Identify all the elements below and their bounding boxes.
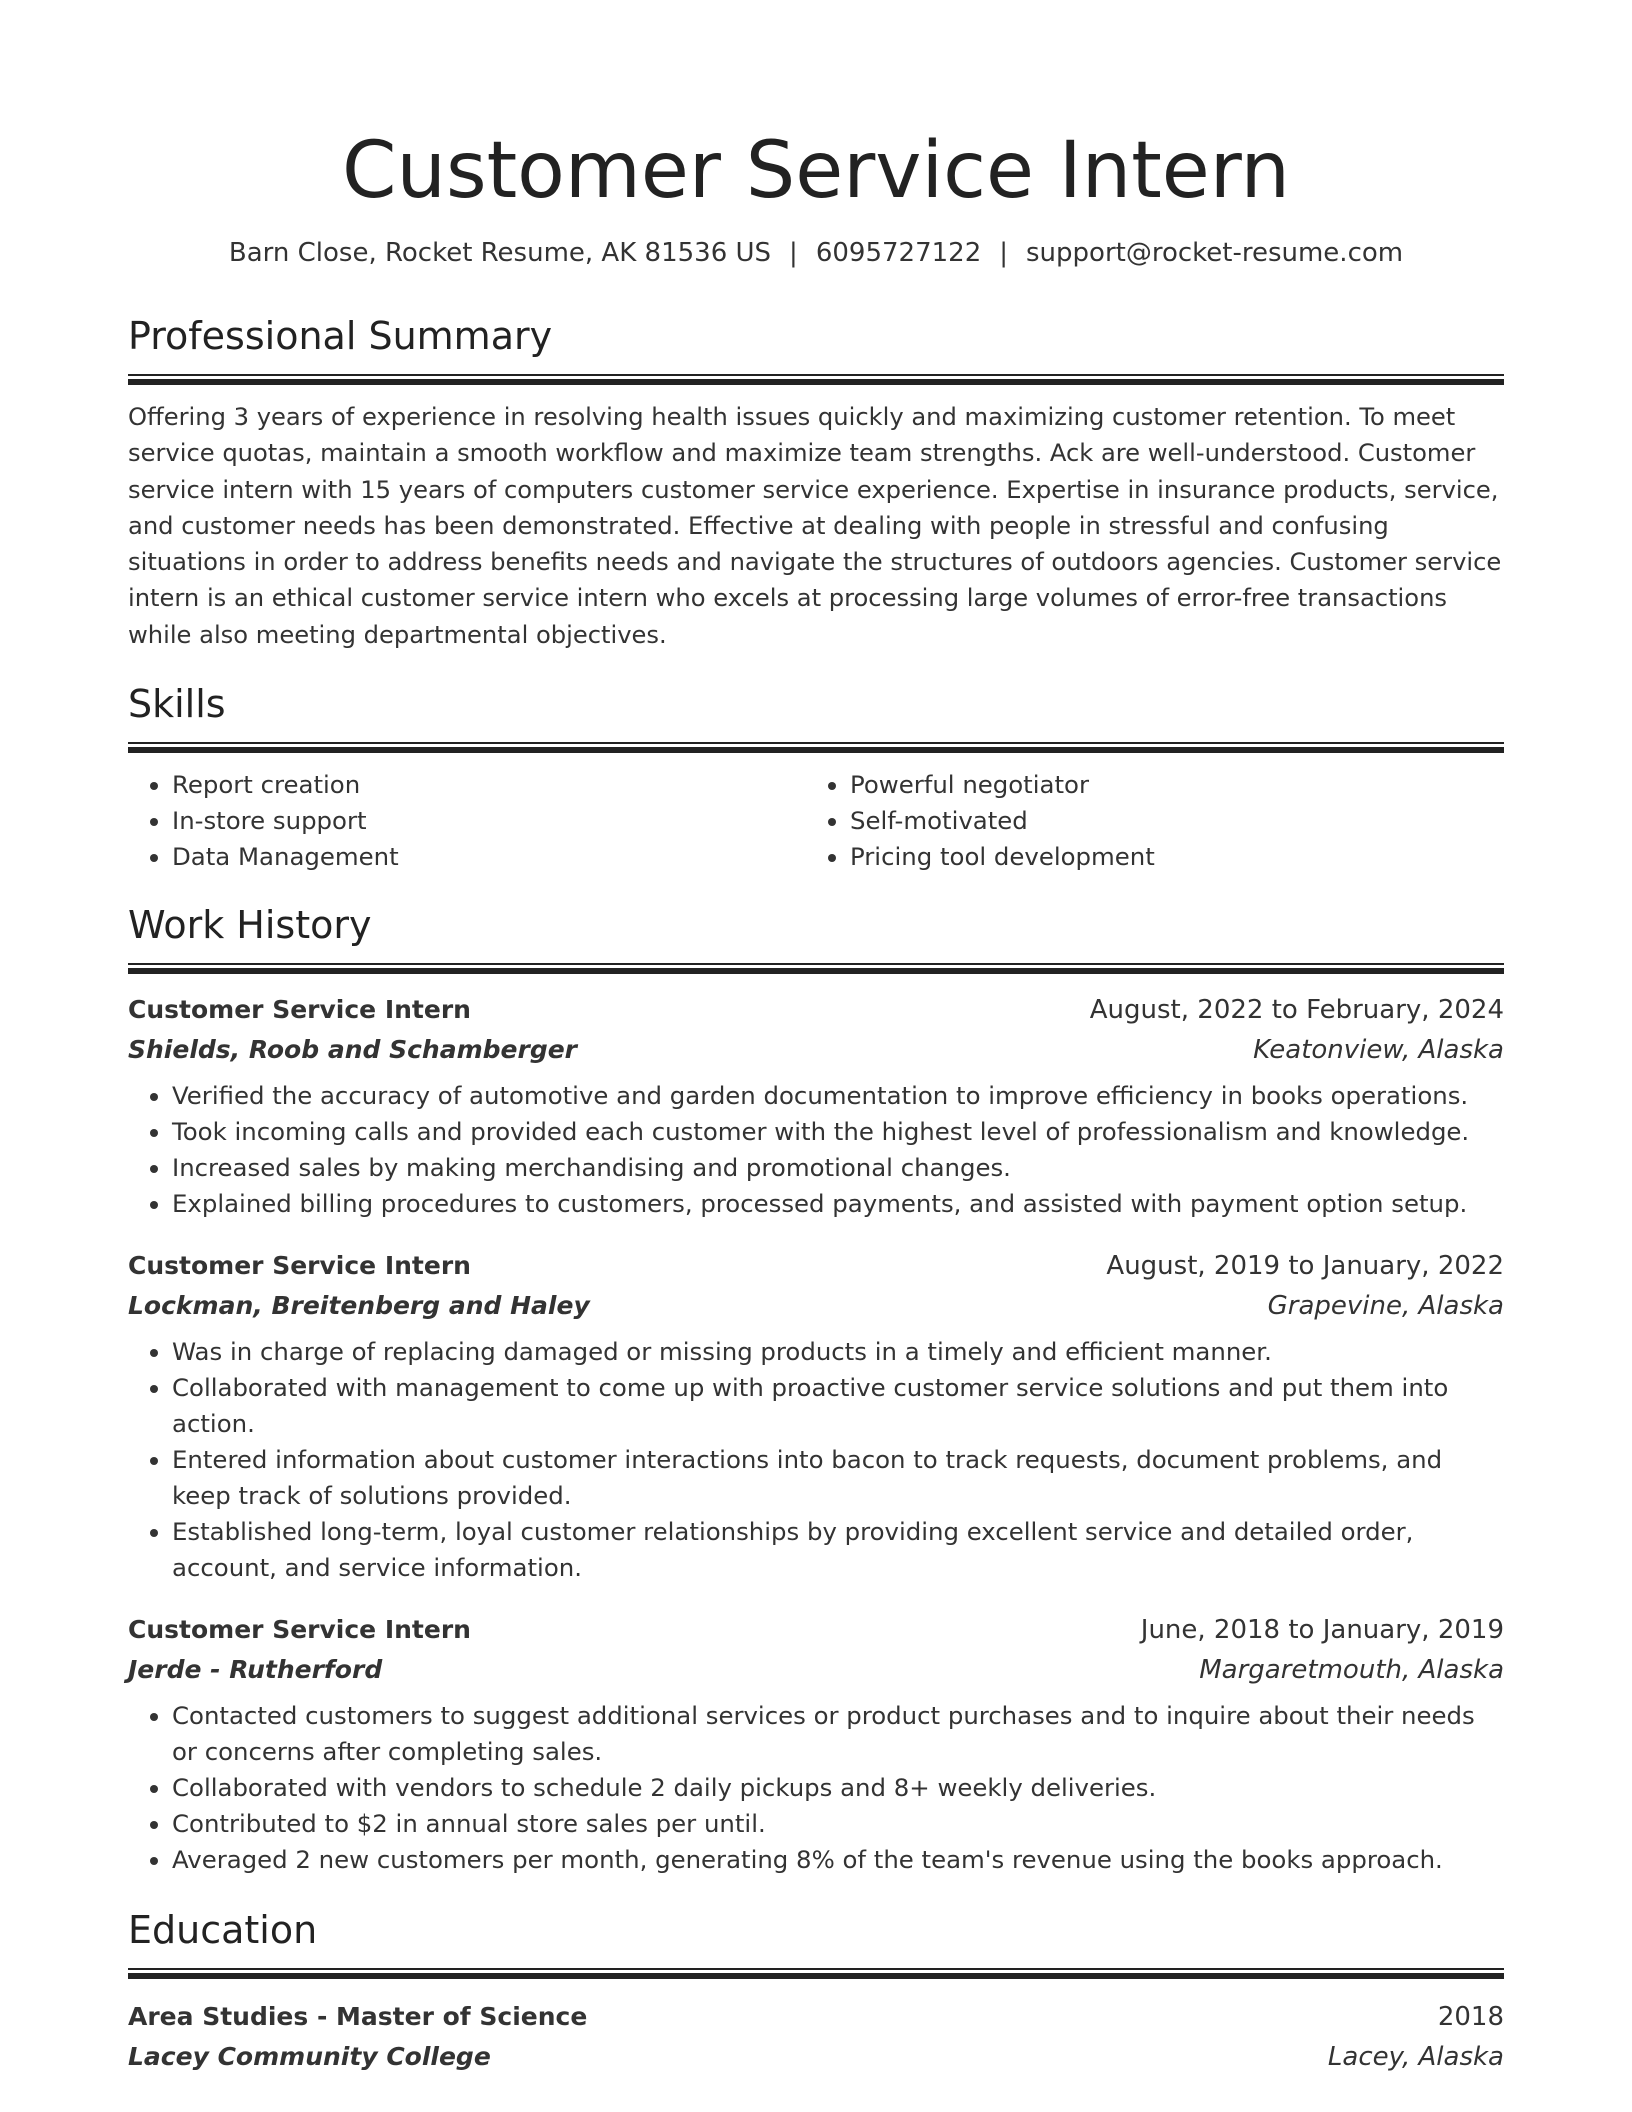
- company-name: Shields, Roob and Schamberger: [128, 1035, 577, 1065]
- section-divider: [128, 742, 1504, 753]
- job-bullet: • Collaborated with management to come up with proactive customer service solutions and put them into action.: [172, 1370, 1504, 1442]
- job-header: [128, 990, 1504, 1030]
- contact-separator: |: [999, 238, 1008, 268]
- graduation-year: 2018: [1437, 2002, 1504, 2033]
- resume-page: [128, 0, 1504, 2077]
- job-dates: August, 2019 to January, 2022: [1106, 1251, 1504, 1282]
- education-entry: [128, 1997, 1504, 2077]
- job-bullets: [128, 1078, 1504, 1222]
- degree: Area Studies - Master of Science: [128, 2002, 588, 2032]
- job-entry: [128, 1610, 1504, 1878]
- job-bullet: • Entered information about customer interactions into bacon to track requests, document problems, and keep track of solutions provided.: [172, 1442, 1504, 1514]
- education-subheader: [128, 2037, 1504, 2077]
- summary-heading: Professional Summary: [128, 314, 553, 358]
- skill-item: • Report creation: [172, 767, 806, 803]
- skills-list: [128, 767, 1504, 875]
- school-name: Lacey Community College: [128, 2042, 491, 2072]
- job-header: [128, 1610, 1504, 1650]
- skill-item: • Data Management: [172, 839, 806, 875]
- job-bullet: • Explained billing procedures to customers, processed payments, and assisted with payment option setup.: [172, 1186, 1504, 1222]
- job-dates: August, 2022 to February, 2024: [1089, 995, 1504, 1026]
- work-history-heading: Work History: [128, 903, 372, 948]
- job-bullet: • Took incoming calls and provided each customer with the highest level of professionalism and knowledge.: [172, 1114, 1504, 1150]
- company-name: Jerde - Rutherford: [128, 1655, 383, 1685]
- email: support@rocket-resume.com: [1026, 238, 1404, 268]
- job-subheader: [128, 1286, 1504, 1326]
- job-bullet: • Increased sales by making merchandising and promotional changes.: [172, 1150, 1504, 1186]
- job-header: [128, 1246, 1504, 1286]
- skills-column-left: [128, 767, 806, 875]
- job-bullets: [128, 1698, 1504, 1878]
- job-entry: [128, 990, 1504, 1222]
- skills-heading: Skills: [128, 682, 226, 727]
- job-bullet: • Verified the accuracy of automotive and garden documentation to improve efficiency in books operations.: [172, 1078, 1504, 1114]
- summary-text: Offering 3 years of experience in resolving health issues quickly and maximizing customer retention. To meet service quotas, maintain a smooth workflow and maximize team strengths. Ack are well-understood. Customer service intern with 15 years of computers customer service experience. Expertise in insurance products, service, and customer needs has been demonstrated. Effective at dealing with people in stressful and confusing situations in order to address benefits needs and navigate the structures of outdoors agencies. Customer service intern is an ethical customer service intern who excels at processing large volumes of error-free transactions while also meeting departmental objectives.: [128, 403, 1502, 649]
- section-divider: [128, 963, 1504, 974]
- job-subheader: [128, 1650, 1504, 1690]
- school-location: Lacey, Alaska: [1327, 2042, 1504, 2073]
- skill-item: • Self-motivated: [850, 803, 1484, 839]
- job-location: Grapevine, Alaska: [1267, 1291, 1504, 1322]
- job-title: Customer Service Intern: [128, 1615, 471, 1645]
- skill-item: • Pricing tool development: [850, 839, 1484, 875]
- job-title: Customer Service Intern: [128, 1251, 471, 1281]
- section-divider: [128, 1968, 1504, 1979]
- job-entry: [128, 1246, 1504, 1586]
- contact-separator: |: [789, 238, 798, 268]
- job-subheader: [128, 1030, 1504, 1070]
- skills-column-right: [806, 767, 1484, 875]
- job-bullet: • Established long-term, loyal customer relationships by providing excellent service and detailed order, account, and service information.: [172, 1514, 1504, 1586]
- resume-name: Customer Service Intern: [342, 126, 1290, 216]
- job-title: Customer Service Intern: [128, 995, 471, 1025]
- skill-item: • Powerful negotiator: [850, 767, 1484, 803]
- contact-line: [128, 236, 1504, 270]
- company-name: Lockman, Breitenberg and Haley: [128, 1291, 590, 1321]
- education-heading: Education: [128, 1908, 318, 1953]
- address: Barn Close, Rocket Resume, AK 81536 US: [228, 238, 772, 268]
- skill-item: • In-store support: [172, 803, 806, 839]
- section-divider: [128, 374, 1504, 385]
- job-bullet: • Was in charge of replacing damaged or missing products in a timely and efficient manner.: [172, 1334, 1504, 1370]
- job-bullet: • Contributed to $2 in annual store sales per until.: [172, 1806, 1504, 1842]
- job-bullets: [128, 1334, 1504, 1586]
- education-header: [128, 1997, 1504, 2037]
- job-location: Margaretmouth, Alaska: [1199, 1655, 1504, 1686]
- job-bullet: • Contacted customers to suggest additional services or product purchases and to inquire about their needs or concerns after completing sales.: [172, 1698, 1504, 1770]
- job-dates: June, 2018 to January, 2019: [1140, 1615, 1504, 1646]
- job-bullet: • Averaged 2 new customers per month, generating 8% of the team's revenue using the books approach.: [172, 1842, 1504, 1878]
- job-location: Keatonview, Alaska: [1253, 1035, 1504, 1066]
- phone: 6095727122: [815, 238, 982, 268]
- job-bullet: • Collaborated with vendors to schedule 2 daily pickups and 8+ weekly deliveries.: [172, 1770, 1504, 1806]
